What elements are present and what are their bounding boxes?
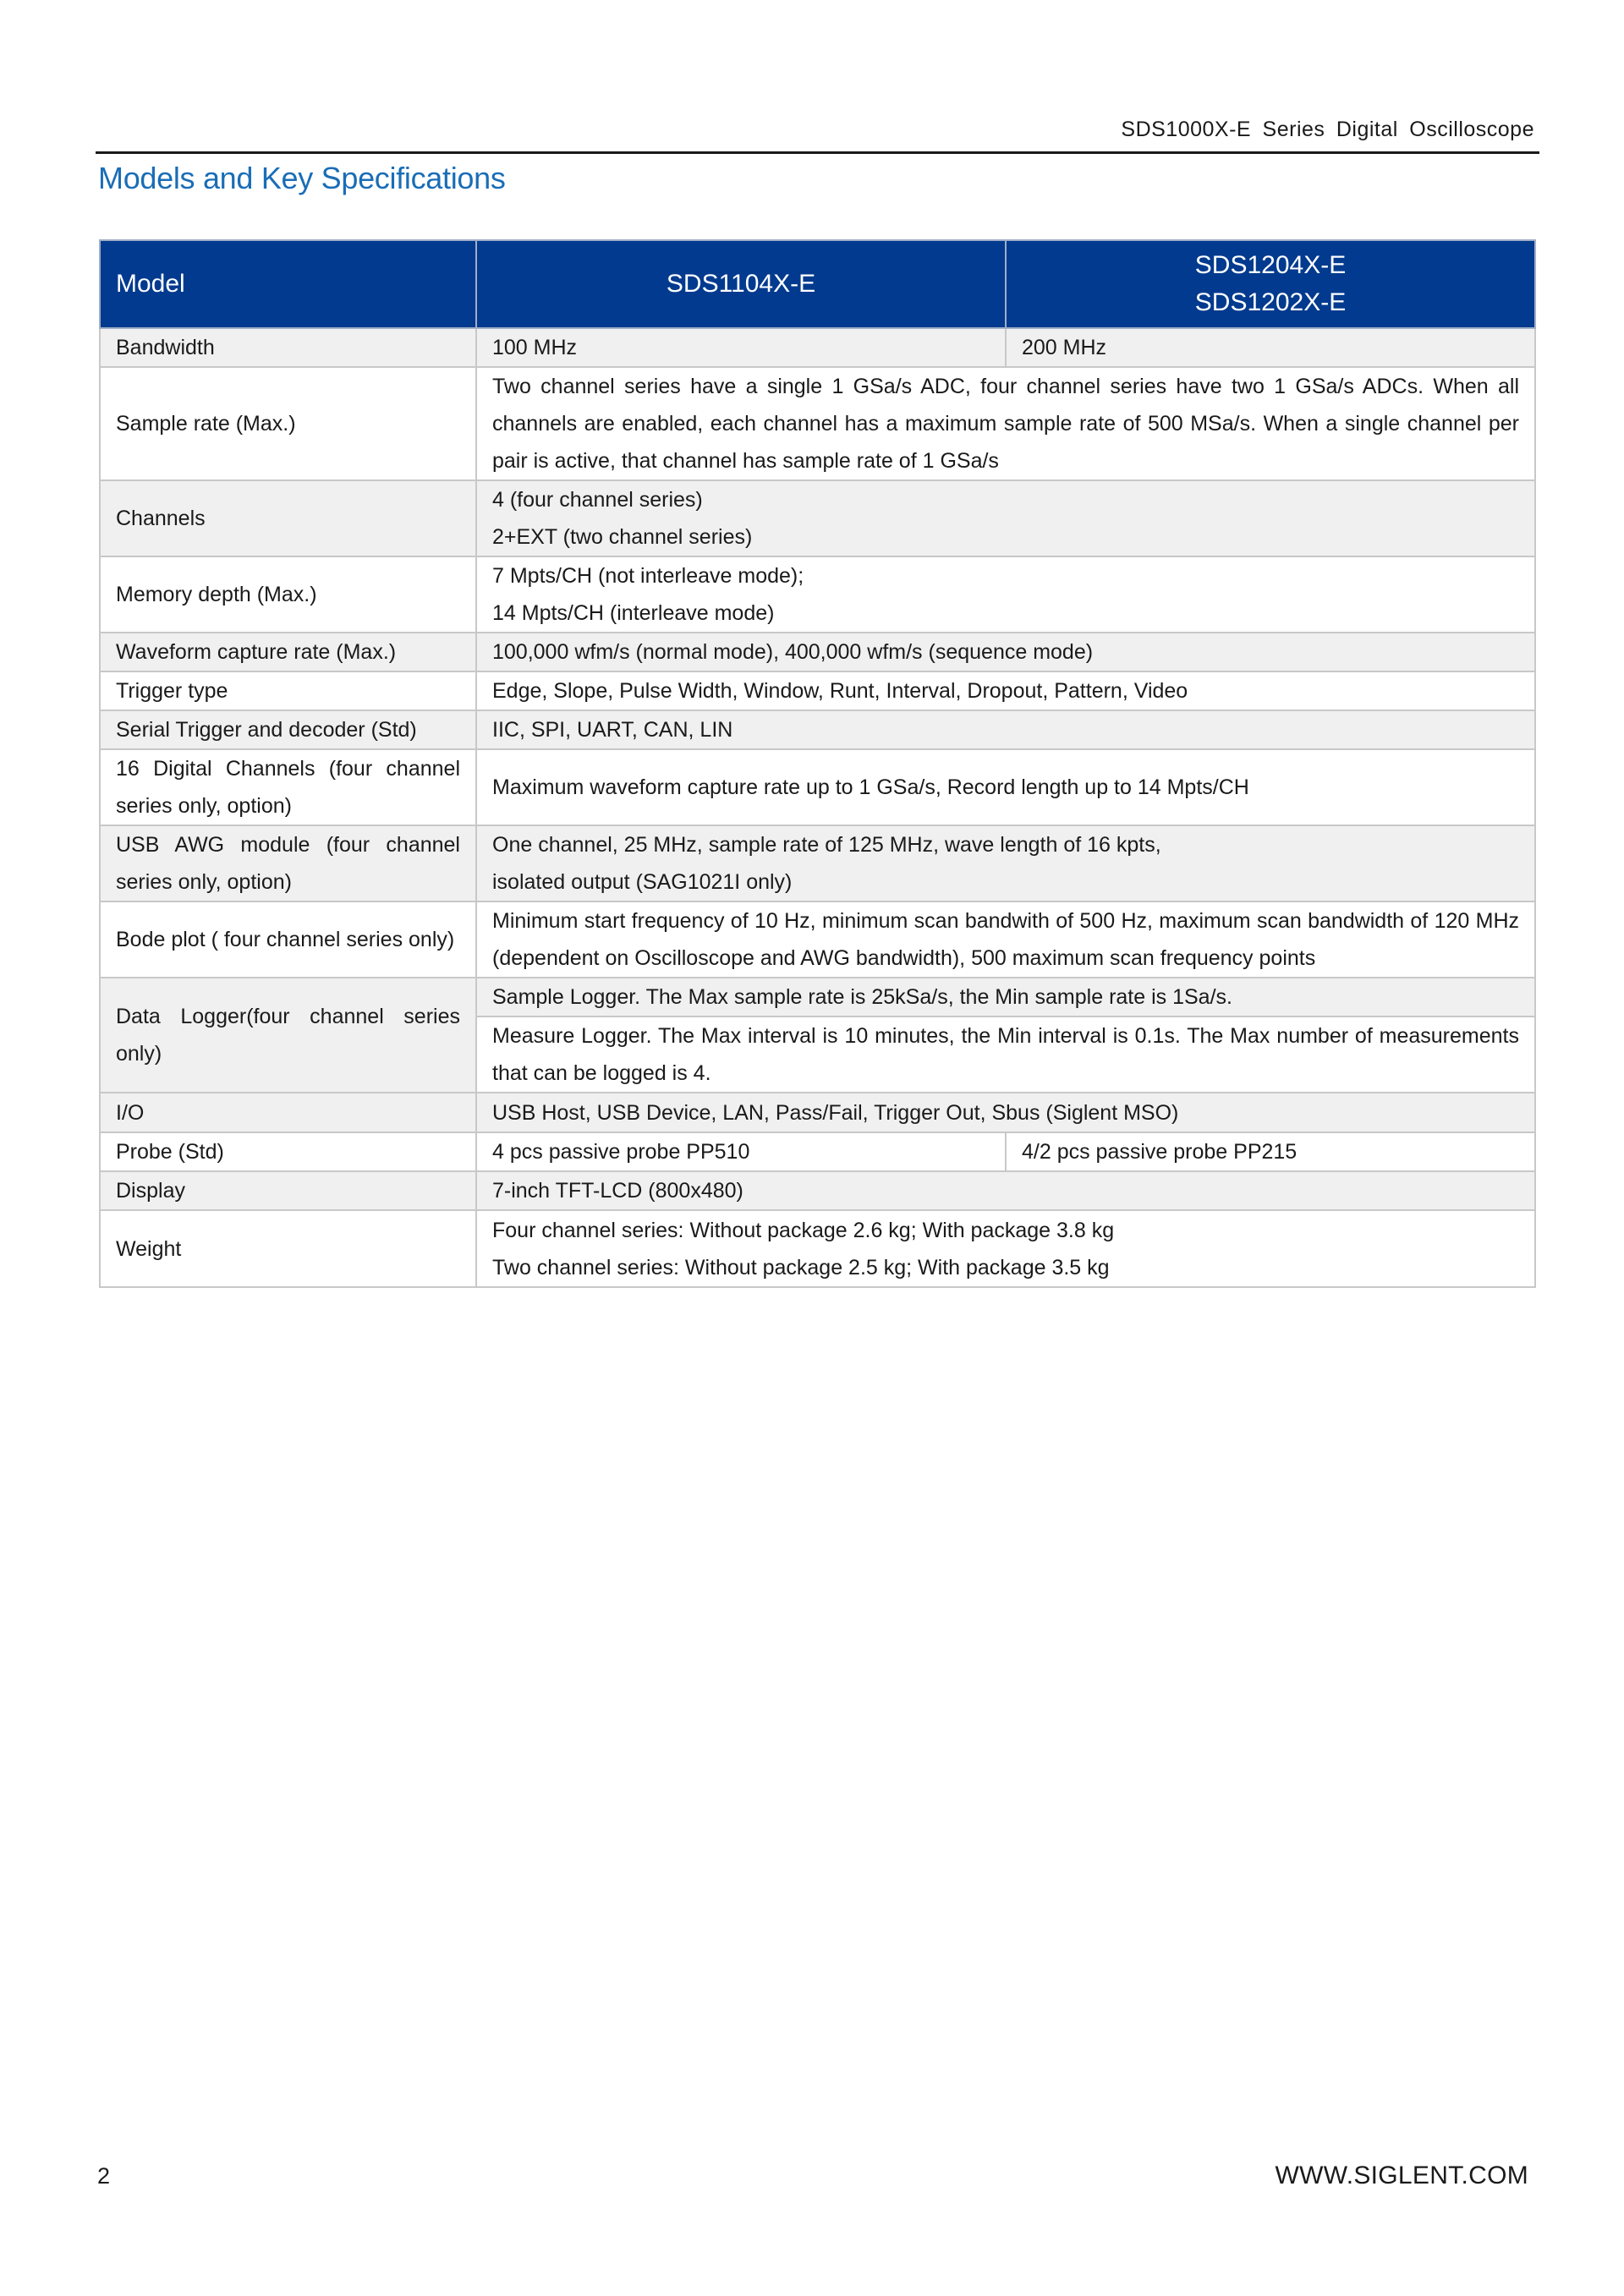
row-label: I/O [100, 1093, 476, 1132]
row-label: Channels [100, 480, 476, 556]
row-value-col2: 200 MHz [1006, 328, 1535, 367]
row-label: Bode plot ( four channel series only) [100, 901, 476, 978]
model-name: SDS1104X-E [666, 270, 816, 298]
row-label: Memory depth (Max.) [100, 556, 476, 633]
table-row-sample-rate [100, 367, 1535, 480]
sample-logger-value: Sample Logger. The Max sample rate is 25kSa/s, the Min sample rate is 1Sa/s. [476, 978, 1535, 1016]
value-line: One channel, 25 MHz, sample rate of 125 MHz, wave length of 16 kpts, [492, 833, 1161, 857]
table-row-usb-awg [100, 825, 1535, 901]
row-value [476, 480, 1535, 556]
value-line: Two channel series: Without package 2.5 kg; With package 3.5 kg [492, 1255, 1110, 1280]
row-label: Sample rate (Max.) [100, 367, 476, 480]
value-line: 14 Mpts/CH (interleave mode) [492, 601, 775, 625]
row-value: 7-inch TFT-LCD (800x480) [476, 1171, 1535, 1210]
row-label: Trigger type [100, 671, 476, 710]
row-label: Bandwidth [100, 328, 476, 367]
table-row-weight [100, 1210, 1535, 1287]
row-label: Probe (Std) [100, 1132, 476, 1171]
table-row-display [100, 1171, 1535, 1210]
table-row-io [100, 1093, 1535, 1132]
row-value: Edge, Slope, Pulse Width, Window, Runt, Interval, Dropout, Pattern, Video [476, 671, 1535, 710]
value-line: 2+EXT (two channel series) [492, 525, 753, 549]
row-label: Display [100, 1171, 476, 1210]
row-value: 100,000 wfm/s (normal mode), 400,000 wfm/s (sequence mode) [476, 633, 1535, 671]
table-row-probe [100, 1132, 1535, 1171]
document-header [96, 114, 1539, 154]
table-row-bandwidth [100, 328, 1535, 367]
model-name: SDS1202X-E [1194, 288, 1347, 316]
table-row-serial-trigger [100, 710, 1535, 749]
row-value-col2: 4/2 pcs passive probe PP215 [1006, 1132, 1535, 1171]
row-value: USB Host, USB Device, LAN, Pass/Fail, Trigger Out, Sbus (Siglent MSO) [476, 1093, 1535, 1132]
model-column-1 [476, 240, 1006, 328]
value-line: isolated output (SAG1021I only) [492, 870, 793, 894]
row-value-col1: 4 pcs passive probe PP510 [476, 1132, 1006, 1171]
row-value: Minimum start frequency of 10 Hz, minimum scan bandwith of 500 Hz, maximum scan bandwidth of 120 MHz (dependent on Oscilloscope and AWG bandwidth), 500 maximum scan frequency points [476, 901, 1535, 978]
table-row-digital-channels [100, 749, 1535, 825]
row-value: Two channel series have a single 1 GSa/s ADC, four channel series have two 1 GSa/s ADCs. When all channels are enabled, each channel has a maximum sample rate of 500 MSa/s. When a single channel per pair is active, that channel has sample rate of 1 GSa/s [476, 367, 1535, 480]
table-row-waveform-rate [100, 633, 1535, 671]
website-link[interactable]: WWW.SIGLENT.COM [1275, 2162, 1528, 2189]
table-row-bode-plot [100, 901, 1535, 978]
row-value: IIC, SPI, UART, CAN, LIN [476, 710, 1535, 749]
model-name: SDS1204X-E [1194, 251, 1347, 279]
row-label: Weight [100, 1210, 476, 1287]
table-header-row [100, 240, 1535, 328]
row-value [476, 1210, 1535, 1287]
model-column-2 [1006, 240, 1535, 328]
page-number: 2 [97, 2163, 111, 2189]
row-label: USB AWG module (four channel series only, option) [100, 825, 476, 901]
table-row-channels [100, 480, 1535, 556]
value-line: 4 (four channel series) [492, 488, 703, 512]
table-row-trigger-type [100, 671, 1535, 710]
table-row-memory-depth [100, 556, 1535, 633]
row-label: Waveform capture rate (Max.) [100, 633, 476, 671]
row-value [476, 556, 1535, 633]
row-value-col1: 100 MHz [476, 328, 1006, 367]
value-line: 7 Mpts/CH (not interleave mode); [492, 564, 804, 588]
row-value [476, 825, 1535, 901]
row-label: 16 Digital Channels (four channel series only, option) [100, 749, 476, 825]
row-value: Maximum waveform capture rate up to 1 GSa/s, Record length up to 14 Mpts/CH [476, 749, 1535, 825]
row-label: Serial Trigger and decoder (Std) [100, 710, 476, 749]
page-title: Models and Key Specifications [98, 161, 506, 195]
model-header-label: Model [100, 240, 476, 328]
value-line: Four channel series: Without package 2.6 kg; With package 3.8 kg [492, 1218, 1115, 1242]
row-label: Data Logger(four channel series only) [100, 978, 476, 1093]
specifications-table [99, 239, 1536, 1288]
measure-logger-value: Measure Logger. The Max interval is 10 minutes, the Min interval is 0.1s. The Max number of measurements that can be logged is 4. [476, 1016, 1535, 1093]
table-row-data-logger [100, 978, 1535, 1016]
series-title: SDS1000X-E Series Digital Oscilloscope [1121, 118, 1534, 141]
